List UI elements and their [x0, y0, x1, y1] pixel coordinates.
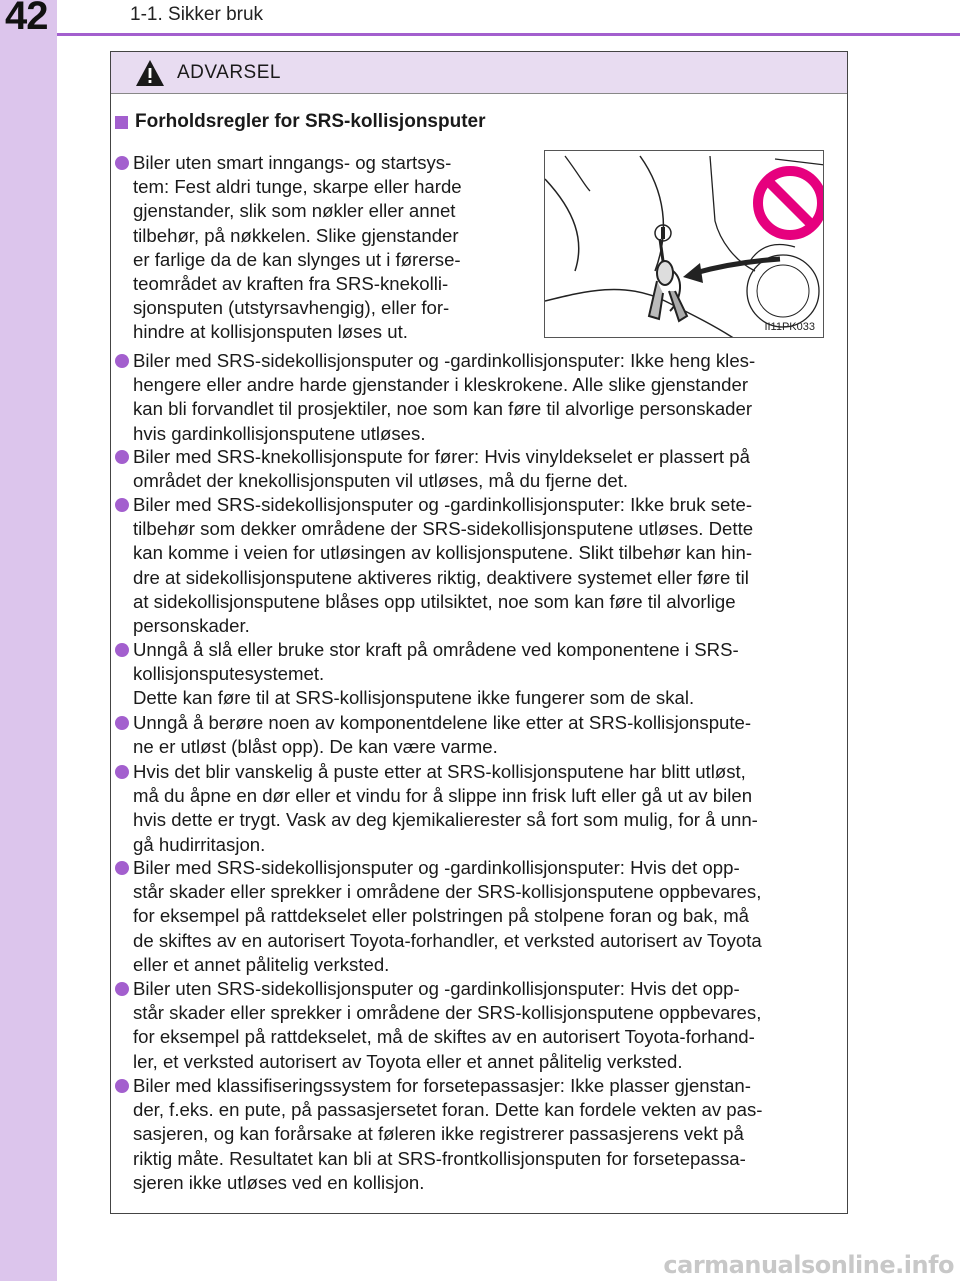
list-item: [115, 977, 843, 1074]
warning-triangle-icon: [135, 59, 165, 87]
key-icon: [649, 239, 687, 321]
page-number: 42: [5, 0, 48, 38]
warning-label: ADVARSEL: [177, 61, 281, 83]
bullet-dot-icon: [115, 643, 129, 657]
illustration-code: II11PK033: [764, 321, 815, 333]
list-item-text: Biler uten smart inngangs- og startsys- tem: Fest aldri tunge, skarpe eller harde gjenstander, slik som nøkler eller annet tilbehør, på nøkkelen. Slike gjenstander er farlige da de kan slynges ut i førerse- teområdet av kraften fra SRS-knekolli- sjonsputen (utstyrsavhengig), eller for- hindre at kollisjonsputen løses ut.: [133, 152, 462, 343]
prohibition-icon: [758, 171, 822, 235]
bullet-dot-icon: [115, 450, 129, 464]
list-item: [115, 711, 843, 759]
list-item: [115, 638, 843, 711]
warning-header: [111, 52, 847, 94]
bullet-dot-icon: [115, 765, 129, 779]
page-sidebar: [0, 0, 57, 1281]
list-item-text: Unngå å slå eller bruke stor kraft på områdene ved komponentene i SRS- kollisjonsputesystemet. Dette kan føre til at SRS-kollisjonsputene ikke fungerer som de skal.: [133, 639, 739, 709]
list-item: [115, 151, 527, 345]
list-item-text: Biler med SRS-sidekollisjonsputer og -gardinkollisjonsputer: Hvis det opp- står skader eller sprekker i områdene der SRS-kollisjonsputene oppbevares, for eksempel på rattdekselet eller polstringen på stolpene foran og bak, må de skiftes av en autorisert Toyota-forhandler, et verksted autorisert av Toyota eller et annet pålitelig verksted.: [133, 857, 762, 975]
illustration: [544, 150, 824, 338]
list-item-text: Biler med SRS-sidekollisjonsputer og -gardinkollisjonsputer: Ikke heng kles- hengere eller andre harde gjenstander i kleskrokene. Alle slike gjenstander kan bli forvandlet til prosjektiler, noe som kan føre til alvorlige personskader hvis gardinkollisjonsputene utløses.: [133, 350, 756, 444]
bullet-dot-icon: [115, 156, 129, 170]
subheading: [115, 111, 486, 133]
list-item: [115, 349, 843, 446]
list-item-text: Biler uten SRS-sidekollisjonsputer og -gardinkollisjonsputer: Hvis det opp- står skader eller sprekker i områdene der SRS-kollisjonsputene oppbevares, for eksempel på rattdekselet, må de skiftes av en autorisert Toyota-forhand- ler, et verksted autorisert av Toyota eller et annet pålitelig verksted.: [133, 978, 762, 1072]
watermark: carmanualsonline.info: [663, 1251, 954, 1279]
list-item-text: Biler med SRS-knekollisjonspute for fører: Hvis vinyldekselet er plassert på området der knekollisjonsputen vil utløses, må du fjerne det.: [133, 446, 750, 492]
bullet-dot-icon: [115, 498, 129, 512]
list-item: [115, 760, 843, 857]
subheading-text: Forholdsregler for SRS-kollisjonsputer: [135, 111, 486, 132]
list-item-text: Hvis det blir vanskelig å puste etter at SRS-kollisjonsputene har blitt utløst, må du åpne en dør eller et vindu for å slippe inn frisk luft eller gå ut av bilen hvis dette er trygt. Vask av deg kjemikalierester så fort som mulig, for å unn- gå hudirritasjon.: [133, 761, 758, 855]
header-rule: [57, 33, 960, 36]
bullet-dot-icon: [115, 354, 129, 368]
bullet-dot-icon: [115, 861, 129, 875]
section-title: 1-1. Sikker bruk: [130, 4, 264, 25]
arrow-icon: [683, 259, 780, 283]
bullet-dot-icon: [115, 716, 129, 730]
list-item-text: Biler med klassifiseringssystem for forsetepassasjer: Ikke plasser gjenstan- der, f.eks. en pute, på passasjersetet foran. Dette kan fordele vekten av pas- sasjeren, og kan forårsake at føleren ikke registrerer passasjerens vekt på riktig måte. Resultatet kan bli at SRS-frontkollisjonsputen for forsetepassa- sjeren ikke utløses ved en kollisjon.: [133, 1075, 763, 1193]
bullet-dot-icon: [115, 982, 129, 996]
list-item: [115, 493, 843, 638]
list-item: [115, 856, 843, 977]
bullet-dot-icon: [115, 1079, 129, 1093]
warning-box: [110, 51, 848, 1214]
list-item: [115, 445, 843, 493]
list-item-text: Unngå å berøre noen av komponentdelene like etter at SRS-kollisjonspute- ne er utløst (blåst opp). De kan være varme.: [133, 712, 752, 758]
square-bullet-icon: [115, 116, 128, 129]
list-item: [115, 1074, 843, 1195]
list-item-text: Biler med SRS-sidekollisjonsputer og -gardinkollisjonsputer: Ikke bruk sete- tilbehør som dekker områdene der SRS-sidekollisjonsputene utløses. Dette kan komme i veien for utløsingen av kollisjonsputene. Slikt tilbehør kan hin- dre at sidekollisjonsputene aktiveres riktig, deaktivere systemet eller føre til at sidekollisjonsputene blåses opp utilsiktet, noe som kan føre til alvorlige personskader.: [133, 494, 754, 637]
